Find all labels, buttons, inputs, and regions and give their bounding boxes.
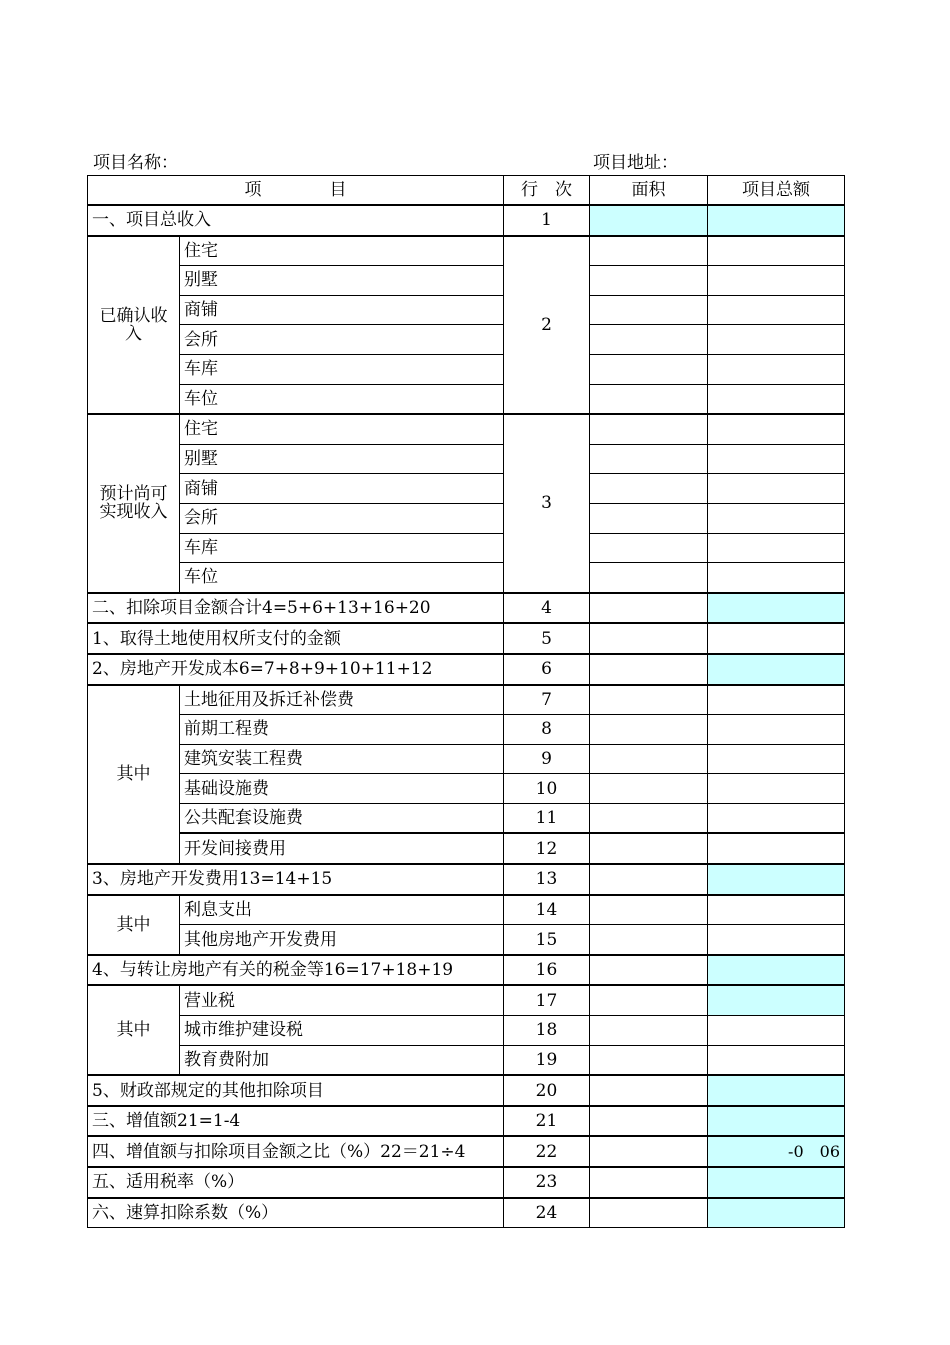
table-row xyxy=(88,1075,845,1106)
table-row xyxy=(88,444,845,474)
row-label: 四、增值额与扣除项目金额之比（%）22＝21÷4 xyxy=(88,1136,504,1167)
area-cell[interactable] xyxy=(590,474,708,504)
total-cell[interactable] xyxy=(708,1016,845,1046)
row-label: 营业税 xyxy=(180,985,504,1015)
total-cell[interactable] xyxy=(708,205,845,236)
row-label: 车位 xyxy=(180,563,504,593)
row-number: 21 xyxy=(504,1106,590,1137)
area-cell[interactable] xyxy=(590,803,708,833)
row-label: 二、扣除项目金额合计4=5+6+13+16+20 xyxy=(88,593,504,624)
table-row xyxy=(88,803,845,833)
row-number: 1 xyxy=(504,205,590,236)
table-row xyxy=(88,414,845,444)
table-row xyxy=(88,563,845,593)
row-label: 利息支出 xyxy=(180,895,504,925)
table-row xyxy=(88,925,845,955)
row-label: 会所 xyxy=(180,503,504,533)
header-item: 项 目 xyxy=(88,176,504,206)
confirmed-income-group: 已确认收入 xyxy=(88,236,180,415)
tax-group: 其中 xyxy=(88,985,180,1075)
total-cell[interactable] xyxy=(708,1106,845,1137)
area-cell[interactable] xyxy=(590,864,708,895)
area-cell[interactable] xyxy=(590,715,708,745)
row-label: 其他房地产开发费用 xyxy=(180,925,504,955)
row-number: 18 xyxy=(504,1016,590,1046)
total-cell[interactable] xyxy=(708,985,845,1015)
header-area: 面积 xyxy=(590,176,708,206)
area-cell[interactable] xyxy=(590,444,708,474)
row-label: 教育费附加 xyxy=(180,1045,504,1075)
area-cell[interactable] xyxy=(590,295,708,325)
row-label: 别墅 xyxy=(180,266,504,296)
row-number: 17 xyxy=(504,985,590,1015)
area-cell[interactable] xyxy=(590,1167,708,1198)
table-row xyxy=(88,1167,845,1198)
row-number: 12 xyxy=(504,833,590,864)
table-row xyxy=(88,593,845,624)
total-cell[interactable] xyxy=(708,623,845,654)
row-number: 23 xyxy=(504,1167,590,1198)
area-cell[interactable] xyxy=(590,414,708,444)
total-cell[interactable] xyxy=(708,833,845,864)
total-cell[interactable] xyxy=(708,474,845,504)
table-row xyxy=(88,295,845,325)
table-row xyxy=(88,1106,845,1137)
row-label: 城市维护建设税 xyxy=(180,1016,504,1046)
row-label: 会所 xyxy=(180,325,504,355)
total-cell[interactable] xyxy=(708,1075,845,1106)
table-row xyxy=(88,384,845,414)
row-label: 住宅 xyxy=(180,414,504,444)
row-number: 22 xyxy=(504,1136,590,1167)
dev-cost-group: 其中 xyxy=(88,685,180,865)
table-header-row xyxy=(88,176,845,206)
row-number: 24 xyxy=(504,1198,590,1228)
dev-fee-group: 其中 xyxy=(88,895,180,955)
row-number: 2 xyxy=(504,236,590,415)
total-cell[interactable] xyxy=(708,266,845,296)
table-row xyxy=(88,236,845,266)
total-cell[interactable] xyxy=(708,325,845,355)
total-cell[interactable] xyxy=(708,295,845,325)
total-cell[interactable] xyxy=(708,715,845,745)
row-number: 6 xyxy=(504,654,590,685)
total-cell[interactable] xyxy=(708,414,845,444)
table-row xyxy=(88,1045,845,1075)
area-cell[interactable] xyxy=(590,593,708,624)
total-cell[interactable] xyxy=(708,384,845,414)
table-row xyxy=(88,774,845,804)
area-cell[interactable] xyxy=(590,654,708,685)
row-number: 19 xyxy=(504,1045,590,1075)
total-cell[interactable] xyxy=(708,654,845,685)
table-row xyxy=(88,325,845,355)
total-cell[interactable] xyxy=(708,354,845,384)
area-cell[interactable] xyxy=(590,833,708,864)
area-cell[interactable] xyxy=(590,266,708,296)
total-cell[interactable] xyxy=(708,563,845,593)
total-cell[interactable] xyxy=(708,774,845,804)
total-cell[interactable]: -0 06 xyxy=(708,1136,845,1167)
area-cell[interactable] xyxy=(590,205,708,236)
total-cell[interactable] xyxy=(708,444,845,474)
row-label: 车库 xyxy=(180,354,504,384)
row-number: 4 xyxy=(504,593,590,624)
total-cell[interactable] xyxy=(708,593,845,624)
area-cell[interactable] xyxy=(590,925,708,955)
total-cell[interactable] xyxy=(708,503,845,533)
row-number: 20 xyxy=(504,1075,590,1106)
area-cell[interactable] xyxy=(590,744,708,774)
row-number: 5 xyxy=(504,623,590,654)
row-label: 商铺 xyxy=(180,474,504,504)
area-cell[interactable] xyxy=(590,563,708,593)
row-number: 13 xyxy=(504,864,590,895)
table-row xyxy=(88,1016,845,1046)
table-row xyxy=(88,685,845,715)
row-label: 3、房地产开发费用13=14+15 xyxy=(88,864,504,895)
row-label: 商铺 xyxy=(180,295,504,325)
row-number: 7 xyxy=(504,685,590,715)
row-label: 别墅 xyxy=(180,444,504,474)
table-row xyxy=(88,623,845,654)
area-cell[interactable] xyxy=(590,1016,708,1046)
row-label: 开发间接费用 xyxy=(180,833,504,864)
row-number: 9 xyxy=(504,744,590,774)
row-label: 三、增值额21=1-4 xyxy=(88,1106,504,1137)
row-label: 车库 xyxy=(180,533,504,563)
total-cell[interactable] xyxy=(708,803,845,833)
area-cell[interactable] xyxy=(590,533,708,563)
total-cell[interactable] xyxy=(708,925,845,955)
total-cell[interactable] xyxy=(708,955,845,986)
table-row xyxy=(88,266,845,296)
row-number: 8 xyxy=(504,715,590,745)
total-cell[interactable] xyxy=(708,685,845,715)
table-row xyxy=(88,1136,845,1167)
table-row xyxy=(88,1198,845,1228)
project-name-label: 项目名称： xyxy=(93,153,178,173)
table-row xyxy=(88,533,845,563)
area-cell[interactable] xyxy=(590,384,708,414)
table-row xyxy=(88,354,845,384)
row-label: 建筑安装工程费 xyxy=(180,744,504,774)
table-row xyxy=(88,864,845,895)
area-cell[interactable] xyxy=(590,1136,708,1167)
total-cell[interactable] xyxy=(708,533,845,563)
area-cell[interactable] xyxy=(590,1198,708,1228)
row-label: 五、适用税率（%） xyxy=(88,1167,504,1198)
area-cell[interactable] xyxy=(590,623,708,654)
table-row xyxy=(88,503,845,533)
total-cell[interactable] xyxy=(708,744,845,774)
table-row xyxy=(88,833,845,864)
area-cell[interactable] xyxy=(590,685,708,715)
area-cell[interactable] xyxy=(590,955,708,986)
total-cell[interactable] xyxy=(708,895,845,925)
row-number: 10 xyxy=(504,774,590,804)
area-cell[interactable] xyxy=(590,354,708,384)
area-cell[interactable] xyxy=(590,236,708,266)
total-cell[interactable] xyxy=(708,236,845,266)
total-cell[interactable] xyxy=(708,1198,845,1228)
table-row xyxy=(88,985,845,1015)
row-number: 3 xyxy=(504,414,590,593)
table-row xyxy=(88,654,845,685)
row-number: 15 xyxy=(504,925,590,955)
row-label: 住宅 xyxy=(180,236,504,266)
header-total: 项目总额 xyxy=(708,176,845,206)
area-cell[interactable] xyxy=(590,1045,708,1075)
area-cell[interactable] xyxy=(590,895,708,925)
row-label: 1、取得土地使用权所支付的金额 xyxy=(88,623,504,654)
row-label: 前期工程费 xyxy=(180,715,504,745)
expected-income-group: 预计尚可实现收入 xyxy=(88,414,180,593)
row-number: 16 xyxy=(504,955,590,986)
row-label: 土地征用及拆迁补偿费 xyxy=(180,685,504,715)
total-cell[interactable] xyxy=(708,864,845,895)
area-cell[interactable] xyxy=(590,1075,708,1106)
row-number: 14 xyxy=(504,895,590,925)
table-row xyxy=(88,715,845,745)
row-label: 一、项目总收入 xyxy=(88,205,504,236)
land-vat-settlement-table xyxy=(87,175,845,1228)
row-label: 2、房地产开发成本6=7+8+9+10+11+12 xyxy=(88,654,504,685)
row-label: 5、财政部规定的其他扣除项目 xyxy=(88,1075,504,1106)
total-cell[interactable] xyxy=(708,1167,845,1198)
row-number: 11 xyxy=(504,803,590,833)
total-cell[interactable] xyxy=(708,1045,845,1075)
area-cell[interactable] xyxy=(590,774,708,804)
area-cell[interactable] xyxy=(590,325,708,355)
project-address-label: 项目地址： xyxy=(593,153,678,173)
row-label: 六、速算扣除系数（%） xyxy=(88,1198,504,1228)
area-cell[interactable] xyxy=(590,985,708,1015)
row-label: 车位 xyxy=(180,384,504,414)
row-label: 基础设施费 xyxy=(180,774,504,804)
table-row xyxy=(88,474,845,504)
row-label: 公共配套设施费 xyxy=(180,803,504,833)
header-line-no: 行 次 xyxy=(504,176,590,206)
area-cell[interactable] xyxy=(590,503,708,533)
table-row xyxy=(88,895,845,925)
table-row xyxy=(88,744,845,774)
area-cell[interactable] xyxy=(590,1106,708,1137)
row-label: 4、与转让房地产有关的税金等16=17+18+19 xyxy=(88,955,504,986)
table-row xyxy=(88,205,845,236)
table-row xyxy=(88,955,845,986)
